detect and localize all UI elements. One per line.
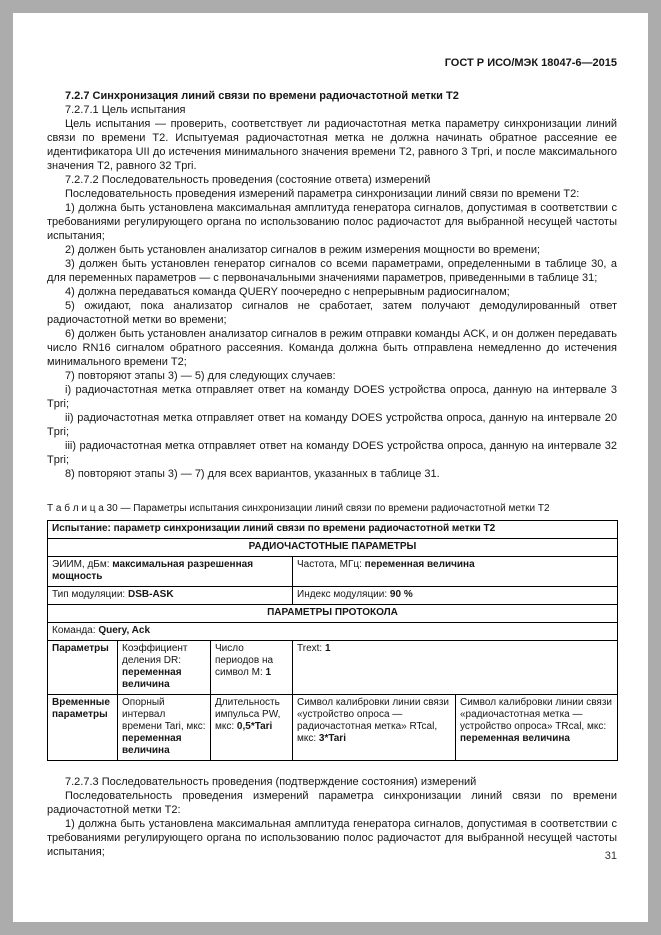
tari-label: Опорный интервал времени Tari, мкс: xyxy=(122,697,206,732)
cell-dr xyxy=(118,641,211,695)
cell-command xyxy=(48,623,618,641)
step-item-5: 5) ожидают, пока анализатор сигналов не сработает, затем получают демодулированный ответ радиочастотной метки во времени; xyxy=(47,300,617,326)
cell-test-title: Испытание: параметр синхронизации линий связи по времени радиочастотной метки Т2 xyxy=(48,521,618,539)
eiim-value: максимальная разрешенная мощность xyxy=(52,559,254,582)
frequency-label: Частота, МГц: xyxy=(297,559,365,570)
trcal-label: Символ калибровки линии связи «радиочастотная метка — устройство опроса» TRcal, мкс: xyxy=(460,697,612,732)
cell-protocol-parameters-header: ПАРАМЕТРЫ ПРОТОКОЛА xyxy=(48,605,618,623)
subsection-heading-7-2-7-1: 7.2.7.1 Цель испытания xyxy=(65,104,186,116)
step-item-2: 2) должен быть установлен анализатор сигналов в режим измерения мощности во времени; xyxy=(65,244,541,256)
trext-label: Trext: xyxy=(297,643,325,654)
step-item-6: 6) должен быть установлен анализатор сигналов в режим отправки команды ACK, и он должен передавать число RN16 сигналом обратного рассеяния. Команда должна быть отправлена немедленно до истечения минимального времени Т2; xyxy=(47,328,617,368)
cell-trcal xyxy=(456,695,618,761)
section-heading-7-2-7: 7.2.7 Синхронизация линий связи по времени радиочастотной метки Т2 xyxy=(65,90,459,102)
table-row-timing-parameters xyxy=(48,695,618,761)
modulation-index-label: Индекс модуляции: xyxy=(297,589,390,600)
step-item-i: i) радиочастотная метка отправляет ответ на команду DOES устройства опроса, данную на интервале 3 Tpri; xyxy=(47,384,617,410)
table-row-modulation xyxy=(48,587,618,605)
cell-rf-parameters-header: РАДИОЧАСТОТНЫЕ ПАРАМЕТРЫ xyxy=(48,539,618,557)
cell-parameters-head: Параметры xyxy=(48,641,118,695)
paragraph-test-goal: Цель испытания — проверить, соответствует ли радиочастотная метка параметру синхронизации линий связи по времени Т2. Испытуемая радиочастотная метка не должна начинать обратное рассеяние ее идентификатора UII до истечения минимального значения времени Т2, равного 3 Tpri, и после максимального значения Т2, равного 32 Tpri. xyxy=(47,118,617,172)
modulation-type-label: Тип модуляции: xyxy=(52,589,128,600)
cell-frequency xyxy=(293,557,618,587)
eiim-label: ЭИИМ, дБм: xyxy=(52,559,113,570)
table-row-test-title xyxy=(48,521,618,539)
step-item-8: 8) повторяют этапы 3) — 7) для всех вариантов, указанных в таблице 31. xyxy=(65,468,440,480)
step-item-iii: iii) радиочастотная метка отправляет ответ на команду DOES устройства опроса, данную на интервале 32 Tpri; xyxy=(47,440,617,466)
m-label: Число периодов на символ М: xyxy=(215,643,274,678)
step-item-7: 7) повторяют этапы 3) — 5) для следующих случаев: xyxy=(65,370,336,382)
cell-modulation-type xyxy=(48,587,293,605)
modulation-type-value: DSB-ASK xyxy=(128,589,174,600)
cell-trext xyxy=(293,641,618,695)
dr-label: Коэффициент деления DR: xyxy=(122,643,188,666)
trcal-value: переменная величина xyxy=(460,733,570,744)
tari-value: переменная величина xyxy=(122,733,182,756)
table-30 xyxy=(47,520,618,761)
table-row-parameters xyxy=(48,641,618,695)
step-item-4: 4) должна передаваться команда QUERY поочередно с непрерывным радиосигналом; xyxy=(65,286,510,298)
table-30-caption: Т а б л и ц а 30 — Параметры испытания синхронизации линий связи по времени радиочастотной метки Т2 xyxy=(47,503,550,514)
document-page xyxy=(13,13,648,922)
rtcal-value: 3*Tari xyxy=(318,733,346,744)
trext-value: 1 xyxy=(324,643,331,654)
pw-value: 0,5*Tari xyxy=(236,721,273,732)
command-label: Команда: xyxy=(52,625,99,636)
step-item-1: 1) должна быть установлена максимальная амплитуда генератора сигналов, допустимая в соответствии с требованиями регулирующего органа по использованию полос радиочастот для выбранной несущей частоты испытания; xyxy=(47,202,617,242)
step2-item-1: 1) должна быть установлена максимальная амплитуда генератора сигналов, допустимая в соответствии с требованиями регулирующего органа по использованию полос радиочастот для выбранной несущей частоты испытания; xyxy=(47,818,617,858)
cell-pw xyxy=(211,695,293,761)
modulation-index-value: 90 % xyxy=(389,589,413,600)
pw-label: Длительность импульса PW, мкс: xyxy=(215,697,281,732)
step-item-ii: ii) радиочастотная метка отправляет ответ на команду DOES устройства опроса, данную на интервале 20 Tpri; xyxy=(47,412,617,438)
subsection-heading-7-2-7-2: 7.2.7.2 Последовательность проведения (состояние ответа) измерений xyxy=(65,174,431,186)
table-row-protocol-header xyxy=(48,605,618,623)
cell-rtcal xyxy=(293,695,456,761)
paragraph-sequence-intro: Последовательность проведения измерений параметра синхронизации линий связи по времени Т2: xyxy=(65,188,580,200)
rtcal-label: Символ калибровки линии связи «устройство опроса — радиочастотная метка» RTcal, мкс: xyxy=(297,697,449,744)
page-number: 31 xyxy=(604,850,617,862)
m-value: 1 xyxy=(265,667,272,678)
cell-tari xyxy=(118,695,211,761)
command-value: Query, Ack xyxy=(98,625,151,636)
document-header-title: ГОСТ Р ИСО/МЭК 18047-6—2015 xyxy=(444,57,617,69)
table-row-command xyxy=(48,623,618,641)
cell-timing-head: Временные параметры xyxy=(48,695,118,761)
cell-modulation-index xyxy=(293,587,618,605)
table-row-eiim-frequency xyxy=(48,557,618,587)
step-item-3: 3) должен быть установлен генератор сигналов со всеми параметрами, определенными в таблице 30, а для переменных параметров — с первоначальными значениями параметров, приведенными в таблице 31; xyxy=(47,258,617,284)
table-row-rf-header xyxy=(48,539,618,557)
paragraph-sequence2-intro: Последовательность проведения измерений параметра синхронизации линий связи по времени радиочастотной метки Т2: xyxy=(47,790,617,816)
subsection-heading-7-2-7-3: 7.2.7.3 Последовательность проведения (подтверждение состояния) измерений xyxy=(65,776,477,788)
cell-eiim xyxy=(48,557,293,587)
dr-value: переменная величина xyxy=(122,667,182,690)
cell-m xyxy=(211,641,293,695)
frequency-value: переменная величина xyxy=(364,559,475,570)
